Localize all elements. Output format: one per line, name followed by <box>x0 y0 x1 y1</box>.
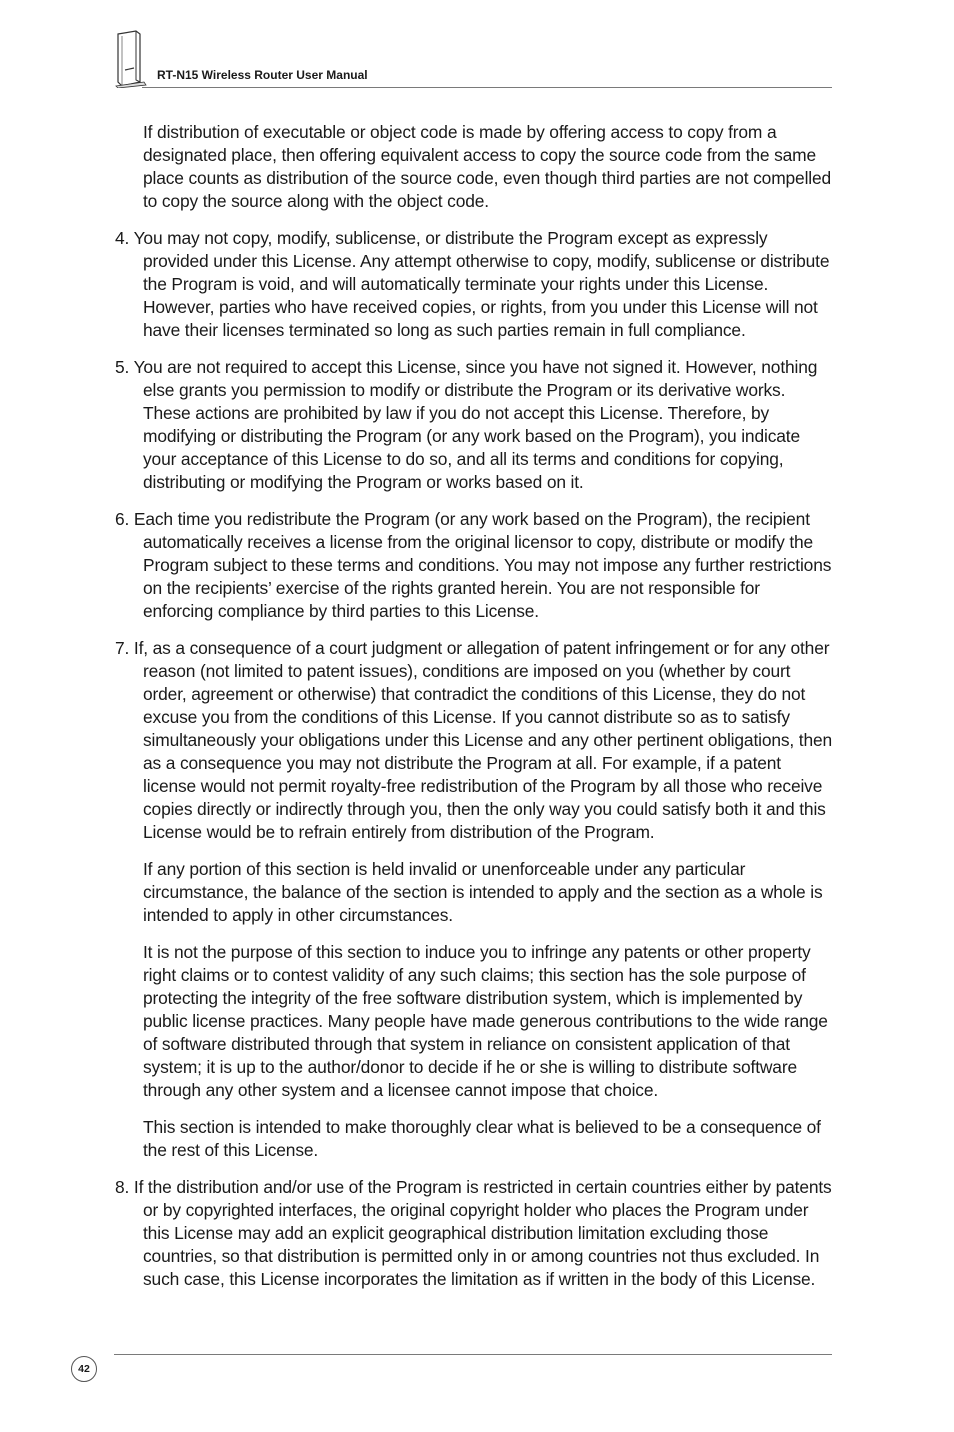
page-header <box>114 30 832 88</box>
header-divider <box>142 87 832 88</box>
license-item-7-paragraph-4: This section is intended to make thoroughly clear what is believed to be a consequence of the rest of this License. <box>143 1117 821 1160</box>
paragraph-intro: If distribution of executable or object code is made by offering access to copy from a designated place, then offering equivalent access to copy the source code from the same place counts as distribution of the source code, even though third parties are not compelled to copy the source along with the object code. <box>143 122 832 211</box>
page-number: 42 <box>71 1356 97 1382</box>
license-item-4: 4. You may not copy, modify, sublicense, or distribute the Program except as expressly provided under this License. Any attempt otherwise to copy, modify, sublicense or distribute the Program is void, and will automatically terminate your rights under this License. However, parties who have received copies, or rights, from you under this License will not have their licenses terminated so long as such parties remain in full compliance. <box>115 228 830 340</box>
license-item-8: 8. If the distribution and/or use of the Program is restricted in certain countries either by patents or by copyrighted interfaces, the original copyright holder who places the Program under this License may add an explicit geographical distribution limitation excluding those countries, so that distribution is permitted only in or among countries not thus excluded. In such case, this License incorporates the limitation as if written in the body of this License. <box>115 1177 832 1289</box>
license-text <box>115 121 833 1305</box>
manual-title: RT-N15 Wireless Router User Manual <box>157 68 368 82</box>
license-item-6: 6. Each time you redistribute the Program (or any work based on the Program), the recipient automatically receives a license from the original licensor to copy, distribute or modify the Program subject to these terms and conditions. You may not impose any further restrictions on the recipients’ exercise of the rights granted herein. You are not responsible for enforcing compliance by third parties to this License. <box>115 509 832 621</box>
license-item-5: 5. You are not required to accept this License, since you have not signed it. However, nothing else grants you permission to modify or distribute the Program or its derivative works. These actions are prohibited by law if you do not accept this License. Therefore, by modifying or distributing the Program (or any work based on the Program), you indicate your acceptance of this License to do so, and all its terms and conditions for copying, distributing or modifying the Program or works based on it. <box>115 357 818 492</box>
footer-divider <box>114 1354 832 1355</box>
license-item-7-paragraph-3: It is not the purpose of this section to induce you to infringe any patents or other property right claims or to contest validity of any such claims; this section has the sole purpose of protecting the integrity of the free software distribution system, which is implemented by public license practices. Many people have made generous contributions to the wide range of software distributed through that system in reliance on consistent application of that system; it is up to the author/donor to decide if he or she is willing to distribute software through any other system and a licensee cannot impose that choice. <box>143 942 828 1100</box>
license-item-7: 7. If, as a consequence of a court judgment or allegation of patent infringement or for any other reason (not limited to patent issues), conditions are imposed on you (whether by court order, agreement or otherwise) that contradict the conditions of this License, they do not excuse you from the conditions of this License. If you cannot distribute so as to satisfy simultaneously your obligations under this License and any other pertinent obligations, then as a consequence you may not distribute the Program at all. For example, if a patent license would not permit royalty-free redistribution of the Program by all those who receive copies directly or indirectly through you, then the only way you could satisfy both it and this License would be to refrain entirely from distribution of the Program. <box>115 638 833 842</box>
license-item-7-paragraph-2: If any portion of this section is held invalid or unenforceable under any particular circumstance, the balance of the section is intended to apply and the section as a whole is intended to apply in other circumstances. <box>143 859 823 925</box>
router-icon <box>114 30 148 88</box>
